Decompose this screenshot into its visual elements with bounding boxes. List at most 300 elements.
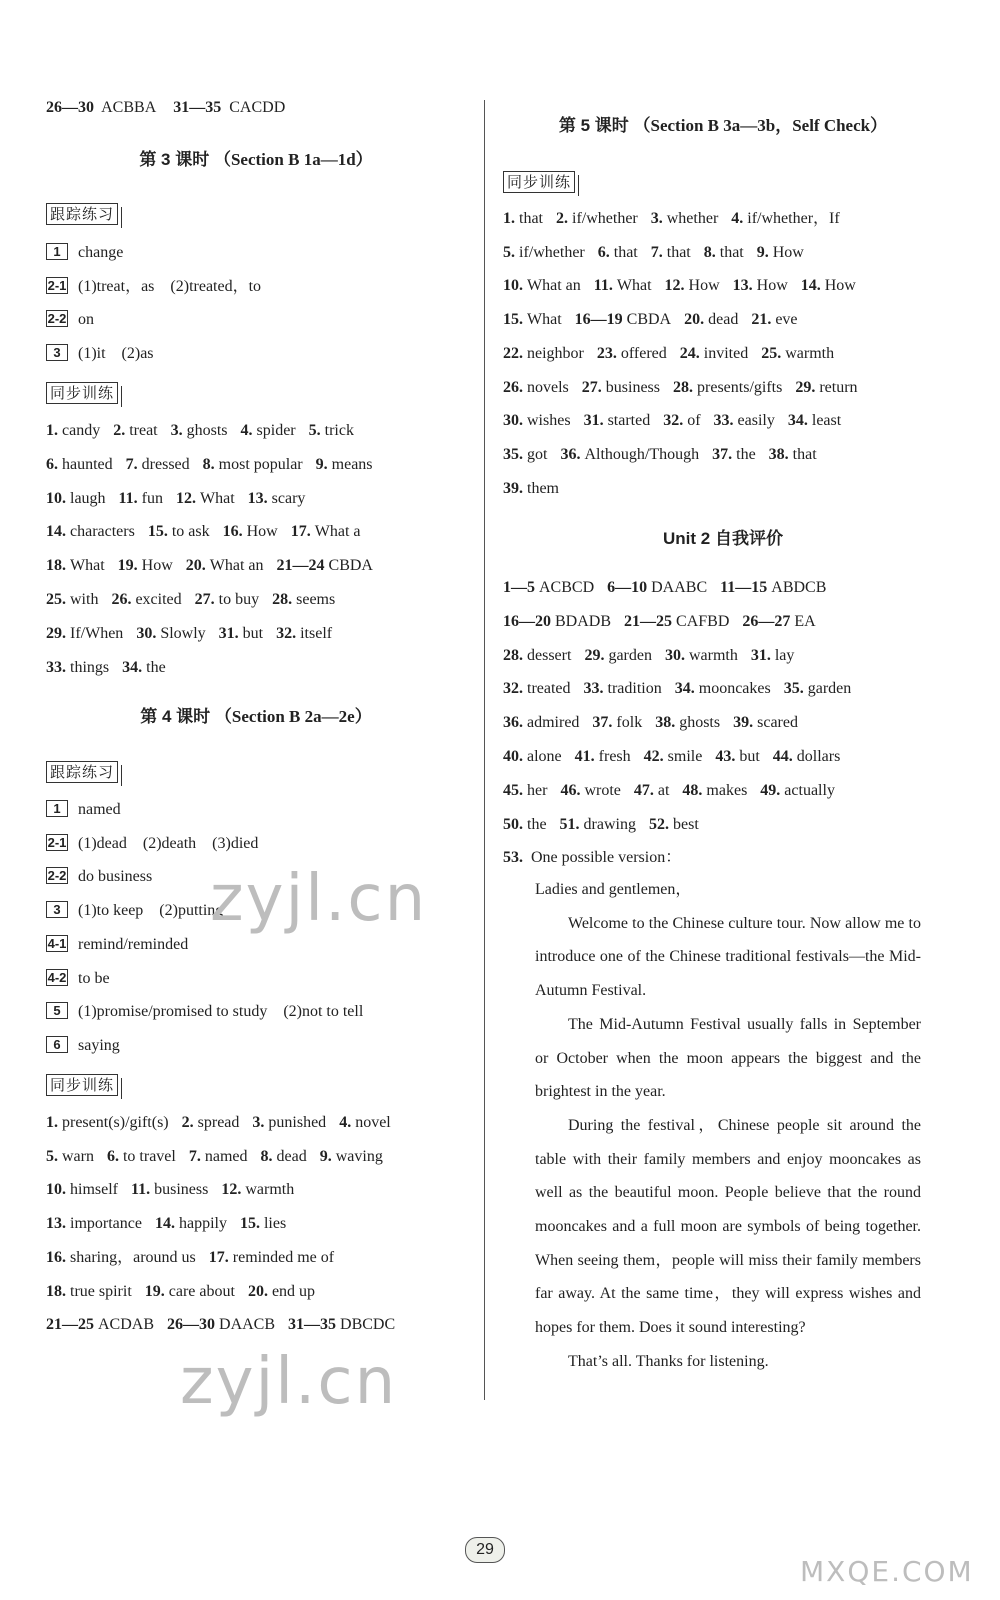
answer-value: What <box>200 489 235 507</box>
answer-number: 33. <box>46 658 66 676</box>
answer-number: 15. <box>503 311 523 329</box>
answer-number: 16. <box>46 1248 66 1266</box>
answer-number: 29. <box>584 646 605 664</box>
item-answer: on <box>78 311 94 329</box>
answer-value: invited <box>703 344 749 362</box>
answer-value: return <box>819 378 858 396</box>
answer-value: garden <box>608 646 652 664</box>
answer-number: 37. <box>712 445 733 463</box>
answer-value: novel <box>355 1114 391 1131</box>
section-range: （Section B 2a—2e） <box>214 707 372 726</box>
answer-number: 42. <box>643 748 664 765</box>
answer-number: 26—30 <box>167 1316 216 1334</box>
answer-number: 41. <box>574 748 595 765</box>
practice-item <box>46 1002 363 1022</box>
answer-number: 26—27 <box>742 612 791 630</box>
answer-value: actually <box>784 781 835 799</box>
answer-number: 28. <box>272 591 293 608</box>
answer-value: ACDAB <box>98 1316 155 1334</box>
answer-value: eve <box>775 311 798 329</box>
answer-number: 9. <box>319 1147 332 1165</box>
answer-number: 38. <box>655 714 676 732</box>
item-number-box: 2-1 <box>47 277 67 293</box>
section-tag: 跟踪练习 <box>46 203 118 225</box>
answer-number: 21—24 <box>276 557 325 575</box>
answer-number: 5. <box>503 243 515 261</box>
answer-value: that <box>719 243 744 261</box>
answer-number: 27. <box>581 378 602 396</box>
answer-row <box>503 815 712 835</box>
item-answer: named <box>78 801 121 818</box>
item-answer: change <box>78 244 124 261</box>
item-number-box: 3 <box>46 901 68 918</box>
answer-value: that <box>613 243 638 261</box>
answer-value: EA <box>794 612 816 630</box>
lesson3-heading <box>46 149 466 171</box>
answer-number: 3. <box>170 422 183 439</box>
answer-value: makes <box>706 781 748 799</box>
answer-value: mooncakes <box>698 680 771 698</box>
answer-value: the <box>736 445 756 463</box>
essay-paragraph: The Mid-Autumn Festival usually falls in September or October when the moon appears the biggest and the brightest in the year. <box>535 1015 921 1101</box>
answer-value: if/whether，If <box>747 210 840 227</box>
answer-value: lies <box>263 1215 287 1233</box>
answer-number: 17. <box>290 523 311 541</box>
answer-number: 9. <box>756 243 769 261</box>
answer-number: 20. <box>684 311 705 329</box>
answer-value: dressed <box>141 455 190 473</box>
answer-value: wrote <box>584 781 621 799</box>
answer-row <box>46 1113 404 1133</box>
answer-value: CACDD <box>229 99 286 116</box>
answer-number: 36. <box>560 445 581 463</box>
item-number-box: 2-2 <box>47 868 67 884</box>
item-number-box: 2-1 <box>47 834 67 850</box>
answer-number: 52. <box>648 815 669 833</box>
answer-value: How <box>688 277 720 295</box>
answer-value: with <box>70 591 99 608</box>
answer-number: 18. <box>46 557 66 575</box>
essay-label <box>503 848 681 868</box>
answer-value: One possible version： <box>531 849 682 866</box>
answer-number: 6—10 <box>607 579 648 596</box>
answer-value: if/whether <box>572 210 638 227</box>
answer-value: offered <box>620 344 667 362</box>
essay-paragraph: Welcome to the Chinese culture tour. Now allow me to introduce one of the Chinese traditional festivals—the Mid-Autumn Festival. <box>535 914 921 1000</box>
item-answer: remind/reminded <box>78 935 189 953</box>
answer-number: 31—35 <box>173 99 222 116</box>
answer-value: to ask <box>171 523 210 541</box>
section-range: （Section B 1a—1d） <box>213 150 373 169</box>
answer-number: 31. <box>218 624 239 642</box>
answer-number: 27. <box>194 591 215 608</box>
answer-value: How <box>246 523 278 541</box>
answer-value: What an <box>527 277 581 295</box>
answer-value: How <box>756 277 788 295</box>
answer-row <box>46 658 179 678</box>
practice-item <box>46 969 110 989</box>
answer-number: 4. <box>339 1114 352 1131</box>
answer-number: 25. <box>46 591 66 608</box>
practice-item <box>46 310 94 330</box>
answer-value: fresh <box>598 748 631 765</box>
answer-value: named <box>204 1147 248 1165</box>
answer-value: wishes <box>527 412 571 430</box>
answer-value: smile <box>667 748 703 765</box>
answer-value: drawing <box>583 815 636 833</box>
watermark: zyjl.cn <box>180 1345 398 1419</box>
answer-number: 4. <box>240 422 253 439</box>
answer-value: means <box>331 455 373 473</box>
answer-value: Slowly <box>160 624 206 642</box>
answer-number: 26. <box>111 591 132 608</box>
answer-value: DAABC <box>651 579 708 596</box>
answer-number: 28. <box>503 646 523 664</box>
answer-value: at <box>657 781 670 799</box>
section-tag: 同步训练 <box>503 171 575 193</box>
answer-number: 16—20 <box>503 612 551 630</box>
answer-row <box>503 344 847 364</box>
answer-value: importance <box>70 1215 142 1233</box>
answer-number: 46. <box>560 781 581 799</box>
answer-value: business <box>605 378 661 396</box>
item-answer: to be <box>78 969 110 987</box>
answer-number: 10. <box>46 1181 66 1199</box>
answer-number: 25. <box>761 344 782 362</box>
answer-number: 36. <box>503 714 523 732</box>
answer-number: 32. <box>503 680 523 698</box>
answer-row <box>46 624 345 644</box>
answer-number: 18. <box>46 1282 66 1300</box>
answer-value: them <box>527 479 559 497</box>
essay <box>535 873 921 1379</box>
answer-number: 30. <box>664 646 685 664</box>
answer-number: 1. <box>503 210 515 227</box>
answer-number: 23. <box>596 344 617 362</box>
item-answer: (1)dead (2)death (3)died <box>78 834 259 852</box>
answer-value: What a <box>314 523 361 541</box>
answer-number: 45. <box>503 781 523 799</box>
unit2-heading: Unit 2 自我评价 <box>663 529 783 548</box>
answer-number: 13. <box>247 489 268 507</box>
answer-row <box>46 1315 408 1335</box>
answer-number: 2. <box>556 210 568 227</box>
answer-row <box>46 522 373 542</box>
practice-item <box>46 243 123 263</box>
answer-number: 26. <box>503 378 523 396</box>
answer-number: 4. <box>731 210 744 227</box>
answer-value: tradition <box>607 680 662 698</box>
answer-value: care about <box>168 1282 235 1300</box>
answer-value: things <box>70 658 110 676</box>
watermark: zyjl.cn <box>210 862 428 936</box>
essay-paragraph: That’s all. Thanks for listening. <box>568 1352 769 1370</box>
top-answer-line <box>46 98 298 118</box>
item-number-box: 6 <box>46 1036 68 1053</box>
answer-number: 34. <box>122 658 143 676</box>
answer-value: If/When <box>70 624 124 642</box>
answer-row <box>46 1214 299 1234</box>
answer-number: 16—19 <box>574 311 623 329</box>
answer-row <box>503 378 871 398</box>
answer-row <box>503 612 829 632</box>
answer-number: 32. <box>276 624 297 642</box>
answer-value: that <box>519 210 543 227</box>
answer-value: business <box>154 1181 209 1199</box>
item-answer: (1)it (2)as <box>78 345 154 363</box>
answer-row <box>503 411 854 431</box>
answer-value: scary <box>271 489 306 507</box>
answer-row <box>46 421 367 441</box>
answer-value: that <box>666 243 691 261</box>
answer-value: neighbor <box>527 344 584 362</box>
answer-value: fun <box>141 489 163 507</box>
item-answer: do business <box>78 868 153 886</box>
practice-item <box>46 834 258 854</box>
answer-number: 8. <box>260 1147 273 1165</box>
answer-number: 16. <box>222 523 243 541</box>
answer-number: 40. <box>503 748 523 765</box>
answer-value: ACBCD <box>539 579 595 596</box>
answer-value: the <box>146 658 166 676</box>
section-tag: 跟踪练习 <box>46 761 118 783</box>
answer-value: trick <box>324 422 354 439</box>
answer-number: 8. <box>202 455 215 473</box>
answer-number: 31. <box>583 412 604 430</box>
answer-value: to buy <box>218 591 260 608</box>
answer-row <box>503 209 853 229</box>
lesson-title: 第 4 课时 <box>140 707 211 726</box>
answer-value: characters <box>70 523 135 541</box>
lesson-title: 第 5 课时 <box>558 116 629 135</box>
item-answer: (1)to keep (2)putting <box>78 902 224 920</box>
item-number-box: 5 <box>46 1002 68 1019</box>
answer-row <box>503 781 848 801</box>
item-answer: saying <box>78 1036 120 1054</box>
practice-item <box>46 935 188 955</box>
answer-number: 48. <box>682 781 703 799</box>
answer-value: admired <box>527 714 580 732</box>
answer-row <box>46 1147 396 1167</box>
answer-value: dead <box>276 1147 307 1165</box>
answer-value: the <box>527 815 547 833</box>
answer-value: laugh <box>70 489 106 507</box>
answer-row <box>503 679 864 699</box>
answer-number: 6. <box>106 1147 119 1165</box>
answer-value: best <box>672 815 699 833</box>
item-number-box: 1 <box>46 243 68 260</box>
answer-value: BDADB <box>555 612 612 630</box>
answer-number: 29. <box>46 624 66 642</box>
lesson-title: 第 3 课时 <box>139 150 210 169</box>
answer-value: presents/gifts <box>697 378 783 396</box>
answer-number: 33. <box>713 412 734 430</box>
lesson5-heading <box>503 115 943 137</box>
answer-value: sharing，around us <box>70 1248 196 1266</box>
answer-value: CBDA <box>626 311 672 329</box>
answer-number: 35. <box>503 445 523 463</box>
answer-number: 6. <box>597 243 610 261</box>
answer-value: end up <box>271 1282 316 1300</box>
item-number-box: 4-2 <box>47 969 67 985</box>
essay-paragraph: During the festival，Chinese people sit around the table with their family members and enjoy mooncakes as well as the beautiful moon. People believe that the round mooncakes and a full moon are symbols of being together. When seeing them，people will miss their family members far away. At the same time，they will express wishes and hopes for them. Does it sound interesting? <box>535 1116 921 1337</box>
answer-value: her <box>527 781 548 799</box>
answer-value: spider <box>256 422 296 439</box>
answer-number: 11. <box>593 277 613 295</box>
item-number-box: 3 <box>46 344 68 361</box>
answer-row <box>503 243 817 263</box>
answer-value: warmth <box>785 344 835 362</box>
answer-value: to travel <box>122 1147 176 1165</box>
answer-row <box>503 479 572 499</box>
answer-value: got <box>527 445 548 463</box>
answer-value: excited <box>135 591 182 608</box>
answer-row <box>503 276 869 296</box>
answer-number: 19. <box>117 557 138 575</box>
item-number-box: 1 <box>46 800 68 817</box>
answer-number: 20. <box>247 1282 268 1300</box>
answer-number: 1—5 <box>503 579 535 596</box>
answer-number: 21—25 <box>46 1316 94 1334</box>
answer-number: 12. <box>176 489 196 507</box>
answer-number: 39. <box>503 479 523 497</box>
answer-number: 2. <box>113 422 126 439</box>
practice-item <box>46 277 261 297</box>
essay-salutation: Ladies and gentlemen， <box>535 881 692 898</box>
answer-number: 12. <box>664 277 685 295</box>
practice-item <box>46 1036 120 1056</box>
answer-value: treated <box>527 680 571 698</box>
lesson4-heading <box>46 706 466 728</box>
practice-item <box>46 344 154 364</box>
answer-number: 17. <box>208 1248 229 1266</box>
answer-number: 15. <box>239 1215 260 1233</box>
answer-number: 53. <box>503 849 523 866</box>
answer-value: waving <box>335 1147 383 1165</box>
answer-number: 51. <box>559 815 580 833</box>
answer-value: treat <box>129 422 158 439</box>
answer-number: 33. <box>583 680 604 698</box>
answer-number: 31. <box>750 646 771 664</box>
answer-value: CAFBD <box>676 612 730 630</box>
answer-value: CBDA <box>328 557 373 575</box>
answer-value: What <box>70 557 105 575</box>
answer-value: happily <box>178 1215 227 1233</box>
answer-number: 24. <box>679 344 700 362</box>
item-number-box: 2-2 <box>47 311 67 327</box>
answer-number: 10. <box>46 489 66 507</box>
answer-number: 34. <box>674 680 695 698</box>
answer-number: 19. <box>144 1282 165 1300</box>
answer-value: whether <box>666 210 719 227</box>
answer-value: dessert <box>527 646 572 664</box>
answer-number: 34. <box>787 412 808 430</box>
answer-number: 20. <box>185 557 206 575</box>
answer-value: itself <box>300 624 333 642</box>
answer-value: scared <box>757 714 798 732</box>
column-divider <box>484 100 485 1400</box>
answer-value: garden <box>807 680 852 698</box>
answer-value: warmth <box>688 646 738 664</box>
answer-value: haunted <box>62 455 113 473</box>
answer-number: 21. <box>751 311 772 329</box>
answer-value: lay <box>774 646 795 664</box>
answer-row <box>46 556 386 576</box>
answer-value: started <box>607 412 651 430</box>
answer-number: 30. <box>503 412 523 430</box>
page-number-text: 29 <box>465 1537 505 1563</box>
practice-item <box>46 867 152 887</box>
item-answer: (1)promise/promised to study (2)not to tell <box>78 1003 364 1021</box>
answer-value: What <box>527 311 562 329</box>
answer-value: present(s)/gift(s) <box>62 1114 169 1131</box>
answer-number: 8. <box>703 243 716 261</box>
page-number <box>440 1537 530 1561</box>
watermark: MXQE.COM <box>800 1555 974 1588</box>
answer-value: ghosts <box>679 714 721 732</box>
answer-row <box>46 455 386 475</box>
answer-value: Although/Though <box>584 445 700 463</box>
answer-value: seems <box>296 591 336 608</box>
section-tag: 同步训练 <box>46 1074 118 1096</box>
answer-value: but <box>739 748 760 765</box>
answer-value: ghosts <box>186 422 228 439</box>
answer-value: punished <box>268 1114 327 1131</box>
answer-number: 3. <box>252 1114 265 1131</box>
answer-value: novels <box>527 378 569 396</box>
answer-number: 9. <box>315 455 328 473</box>
answer-row <box>46 590 348 610</box>
answer-value: DBCDC <box>340 1316 396 1334</box>
answer-row <box>46 1180 307 1200</box>
answer-number: 11. <box>118 489 138 507</box>
answer-value: What <box>616 277 652 295</box>
answer-row <box>46 489 318 509</box>
answer-row <box>46 1248 347 1268</box>
answer-number: 1. <box>46 422 58 439</box>
answer-value: DAACB <box>219 1316 276 1334</box>
answer-number: 5. <box>308 422 321 439</box>
answer-value: warmth <box>245 1181 295 1199</box>
answer-value: folk <box>616 714 643 732</box>
answer-number: 31—35 <box>288 1316 337 1334</box>
answer-row <box>503 713 811 733</box>
answer-value: warn <box>62 1147 94 1165</box>
answer-value: himself <box>70 1181 118 1199</box>
answer-value: spread <box>197 1114 240 1131</box>
answer-number: 2. <box>181 1114 194 1131</box>
answer-number: 14. <box>154 1215 175 1233</box>
answer-number: 44. <box>772 748 793 765</box>
answer-number: 43. <box>715 748 736 765</box>
answer-number: 13. <box>46 1215 66 1233</box>
answer-number: 3. <box>650 210 663 227</box>
answer-number: 29. <box>795 378 816 396</box>
answer-number: 1. <box>46 1114 58 1131</box>
answer-value: of <box>687 412 701 430</box>
answer-number: 21—25 <box>624 612 673 630</box>
answer-number: 5. <box>46 1147 58 1165</box>
answer-number: 10. <box>503 277 523 295</box>
answer-row <box>503 578 839 598</box>
answer-number: 7. <box>125 455 138 473</box>
answer-number: 49. <box>760 781 781 799</box>
answer-value: reminded me of <box>232 1248 335 1266</box>
answer-value: candy <box>62 422 101 439</box>
section-tag: 同步训练 <box>46 382 118 404</box>
answer-number: 32. <box>663 412 684 430</box>
item-number-box: 4-1 <box>47 935 67 951</box>
